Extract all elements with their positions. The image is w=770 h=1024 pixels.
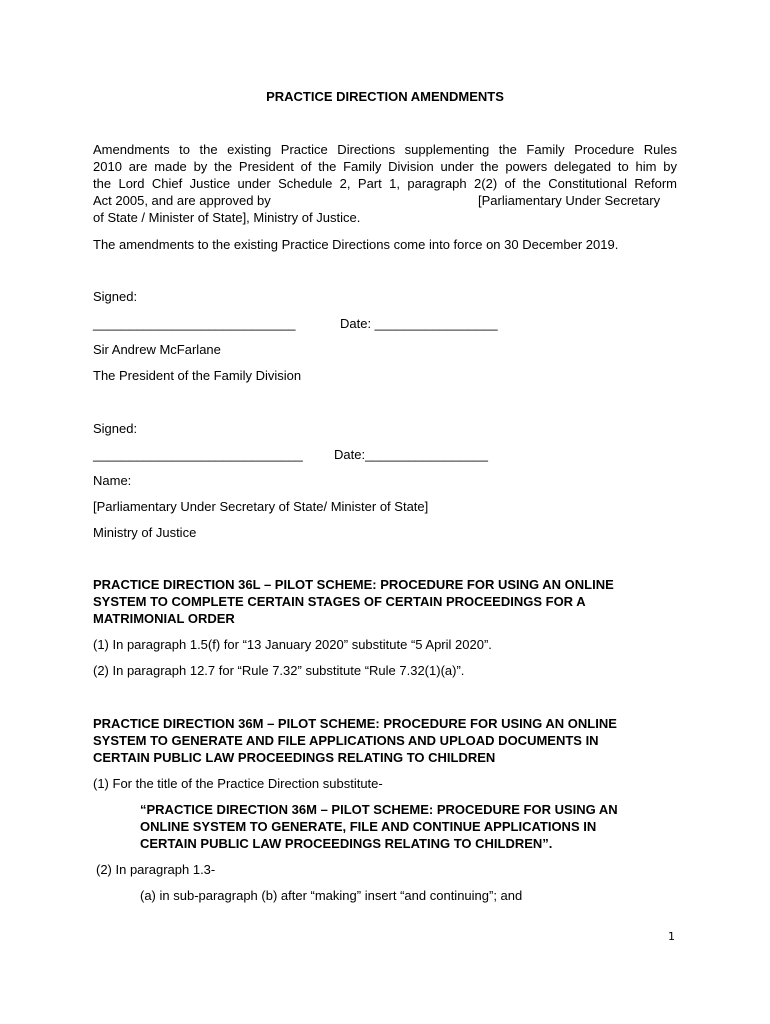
pd36l-heading-line: PRACTICE DIRECTION 36L – PILOT SCHEME: PROCEDURE FOR USING AN ONLINE: [93, 577, 614, 592]
date-field-2: Date:_________________: [334, 447, 488, 462]
commencement-text: The amendments to the existing Practice Directions come into force on 30 December 2019.: [93, 237, 619, 252]
pd36m-sub-a: (a) in sub-paragraph (b) after “making” insert “and continuing”; and: [140, 888, 523, 903]
pd36m-heading-line: SYSTEM TO GENERATE AND FILE APPLICATIONS AND UPLOAD DOCUMENTS IN: [93, 733, 599, 748]
pd36m-quote-line: “PRACTICE DIRECTION 36M – PILOT SCHEME: PROCEDURE FOR USING AN: [140, 802, 618, 817]
signatory-role-2: [Parliamentary Under Secretary of State/ Minister of State]: [93, 499, 429, 514]
pd36l-item-1: (1) In paragraph 1.5(f) for “13 January 2020” substitute “5 April 2020”.: [93, 637, 492, 652]
page-number: 1: [668, 930, 675, 943]
pd36l-heading-line: MATRIMONIAL ORDER: [93, 611, 235, 626]
signatory-role-1: The President of the Family Division: [93, 368, 302, 383]
intro-paragraph: [93, 141, 677, 192]
signature-line-1: ____________________________: [93, 316, 296, 331]
intro-line: 2010 are made by the President of the Family Division under the powers delegated to him by: [93, 159, 677, 174]
signed-label-2: Signed:: [93, 421, 138, 436]
date-field-1: Date: _________________: [340, 316, 498, 331]
pd36l-item-2: (2) In paragraph 12.7 for “Rule 7.32” substitute “Rule 7.32(1)(a)”.: [93, 663, 465, 678]
signatory-name-1: Sir Andrew McFarlane: [93, 342, 221, 357]
document-title: PRACTICE DIRECTION AMENDMENTS: [266, 89, 504, 104]
pd36m-item-1: (1) For the title of the Practice Direction substitute-: [93, 776, 383, 791]
pd36l-heading-line: SYSTEM TO COMPLETE CERTAIN STAGES OF CERTAIN PROCEEDINGS FOR A: [93, 594, 586, 609]
signature-line-2: _____________________________: [93, 447, 303, 462]
pd36m-quote-line: CERTAIN PUBLIC LAW PROCEEDINGS RELATING TO CHILDREN”.: [140, 836, 553, 851]
intro-line-approved: Act 2005, and are approved by: [93, 193, 271, 208]
intro-line-approver: [Parliamentary Under Secretary: [478, 193, 661, 208]
signatory-name-2: Name:: [93, 473, 132, 488]
pd36m-item-2: (2) In paragraph 1.3-: [96, 862, 216, 877]
pd36m-quote-line: ONLINE SYSTEM TO GENERATE, FILE AND CONTINUE APPLICATIONS IN: [140, 819, 597, 834]
intro-line: Amendments to the existing Practice Directions supplementing the Family Procedure Rules: [93, 142, 677, 157]
intro-line-ministry: of State / Minister of State], Ministry of Justice.: [93, 210, 361, 225]
intro-line: the Lord Chief Justice under Schedule 2, Part 1, paragraph 2(2) of the Constitutional Reform: [93, 176, 677, 191]
signatory-org-2: Ministry of Justice: [93, 525, 197, 540]
pd36m-heading-line: CERTAIN PUBLIC LAW PROCEEDINGS RELATING TO CHILDREN: [93, 750, 496, 765]
pd36m-heading-line: PRACTICE DIRECTION 36M – PILOT SCHEME: PROCEDURE FOR USING AN ONLINE: [93, 716, 617, 731]
signed-label-1: Signed:: [93, 289, 138, 304]
